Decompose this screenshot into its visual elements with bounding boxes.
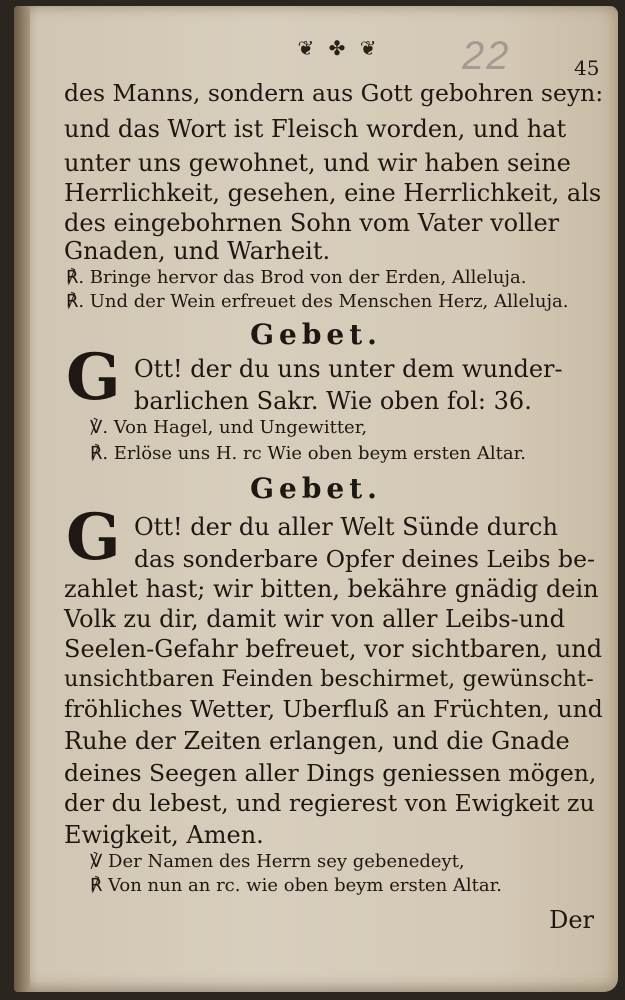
text-line: Ewigkeit, Amen. — [64, 821, 264, 849]
text-line: des Manns, sondern aus Gott gebohren seyn: — [64, 79, 604, 107]
versicle-line: ℣ Der Namen des Herrn sey gebenedeyt, — [90, 851, 465, 872]
header-ornament: ❦ ✤ ❦ — [297, 36, 381, 60]
text-line: Ott! der du uns unter dem wunder- — [134, 355, 563, 383]
text-line: zahlet hast; wir bitten, bekähre gnädig dein — [64, 575, 599, 603]
text-line: Ruhe der Zeiten erlangen, und die Gnade — [64, 727, 570, 755]
text-line: und das Wort ist Fleisch worden, und hat — [64, 115, 567, 143]
drop-capital: G — [66, 340, 121, 415]
pencil-annotation: 22 — [462, 34, 511, 78]
text-line: des eingebohrnen Sohn vom Vater voller — [64, 209, 560, 237]
text-line: deines Seegen aller Dings geniessen mögen, — [64, 759, 597, 787]
page-number: 45 — [574, 56, 600, 80]
response-line: ℟. Erlöse uns H. rc Wie oben beym ersten Altar. — [90, 443, 526, 464]
text-line: Gnaden, und Warheit. — [64, 237, 331, 265]
book-page — [14, 6, 618, 992]
drop-capital: G — [66, 500, 121, 575]
response-line: ℟. Bringe hervor das Brod von der Erden, Alleluja. — [66, 267, 527, 288]
text-line: Seelen-Gefahr befreuet, vor sichtbaren, und — [64, 635, 603, 663]
text-line: unter uns gewohnet, und wir haben seine — [64, 149, 571, 177]
versicle-line: ℣. Von Hagel, und Ungewitter, — [90, 417, 368, 438]
prayer-heading: Gebet. — [250, 472, 382, 505]
text-line: barlichen Sakr. Wie oben fol: 36. — [134, 387, 532, 415]
text-line: der du lebest, und regierest von Ewigkeit zu — [64, 789, 595, 817]
text-line: fröhliches Wetter, Uberfluß an Früchten, und — [64, 695, 603, 723]
text-line: Ott! der du aller Welt Sünde durch — [134, 513, 558, 541]
prayer-heading: Gebet. — [250, 318, 382, 351]
text-line: Herrlichkeit, gesehen, eine Herrlichkeit, als — [64, 179, 602, 207]
response-line: ℟. Und der Wein erfreuet des Menschen Herz, Alleluja. — [66, 291, 569, 312]
text-line: unsichtbaren Feinden beschirmet, gewünscht- — [64, 666, 594, 692]
response-line: ℟ Von nun an rc. wie oben beym ersten Altar. — [90, 875, 502, 896]
text-line: Volk zu dir, damit wir von aller Leibs-und — [64, 605, 565, 633]
catchword: Der — [549, 906, 594, 934]
text-line: das sonderbare Opfer deines Leibs be- — [134, 545, 595, 573]
